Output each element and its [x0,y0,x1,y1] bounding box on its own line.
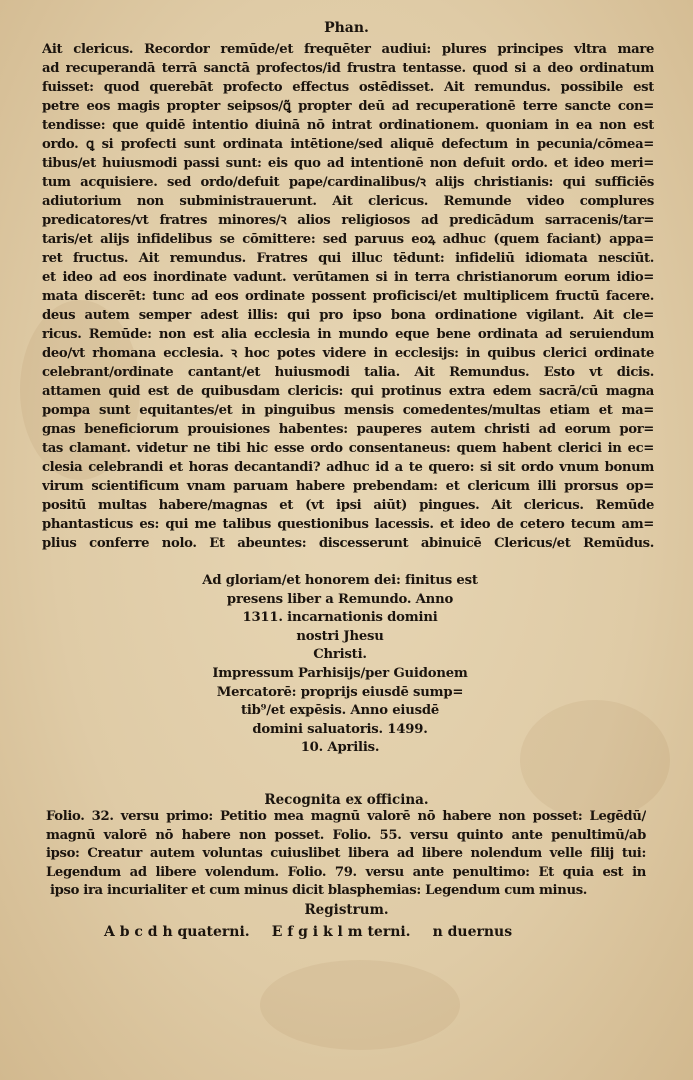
text-line: fuisset: quod querebāt profecto effectus ostēdisset. Ait remundus. possibile est [42,80,654,95]
text-line: ricus. Remūde: non est alia ecclesia in mundo eque bene ordinata ad seruiendum [42,327,654,342]
registrum-heading: Registrum. [304,902,389,918]
text-line: plius conferre nolo. Et abeuntes: discesserunt abinuicē Clericus/et Remūdus. [42,536,654,551]
text-line: ret fructus. Ait remundus. Fratres qui illuc tēdunt: infideliū idiomata nesciūt. [42,251,654,266]
colophon-line: presens liber a Remundo. Anno [226,591,454,607]
running-head: Phan. [324,20,369,36]
text-line: positū multas habere/magnas et (vt ipsi aiūt) pingues. Ait clericus. Remūde [42,498,654,513]
text-line: virum scientificum vnam paruam habere prebendam: et clericum illi prorsus op= [42,479,654,494]
text-line: deo/vt rhomana ecclesia. ꝛ hoc potes videre in ecclesijs: in quibus clerici ordinate [42,346,654,361]
text-line: pompa sunt equitantes/et in pinguibus mensis comedentes/multas etiam et ma= [42,403,654,418]
text-line: predicatores/vt fratres minores/ꝛ alios religiosos ad predicādum sarracenis/tar= [42,213,654,228]
colophon-line: Ad gloriam/et honorem dei: finitus est [202,573,478,588]
text-line: deus autem semper adest illis: qui pro ipso bona ordinatione vigilant. Ait cle= [42,308,654,323]
text-line: phantasticus es: qui me talibus questionibus lacessis. et ideo de cetero tecum am= [42,517,654,532]
text-line: celebrant/ordinate cantant/et huiusmodi talia. Ait Remundus. Esto vt dicis. [42,365,654,380]
text-line: tendisse: que quidē intentio diuinā nō intrat ordinationem. quoniam in ea non est [42,118,654,133]
text-line: ad recuperandā terrā sanctā profectos/id frustra tentasse. quod si a deo ordinatum [42,61,654,76]
errata-list [46,808,646,901]
text-line: clesia celebrandi et horas decantandi? adhuc id a te quero: si sit ordo vnum bonum [42,460,654,475]
text-line: attamen quid est de quibusdam clericis: qui protinus extra edem sacrā/cū magna [42,384,654,399]
errata-line: ipso: Creatur autem voluntas cuiuslibet libera ad libere nolendum velle filij tui: [46,846,646,861]
colophon-line: Impressum Parhisijs/per Guidonem [212,665,468,681]
colophon-line: domini saluatoris. 1499. [252,721,428,737]
registrum-list [104,924,624,940]
text-line: Ait clericus. Recordor remūde/et frequēter audiui: plures principes vltra mare [42,42,654,57]
text-line: tibus/et huiusmodi passi sunt: eis quo ad intentionē non defuit ordo. et ideo meri= [42,156,654,171]
colophon-line: 1311. incarnationis domini [242,610,438,626]
errata-heading: Recognita ex officina. [264,792,429,808]
colophon-line: 10. Aprilis. [300,740,380,756]
text-line: gnas beneficiorum prouisiones habentes: pauperes autem christi ad eorum por= [42,422,654,437]
text-line: tum acquisiere. sed ordo/defuit pape/cardinalibus/ꝛ alijs christianis: qui sufficiēs [42,175,654,190]
paper-stain [260,960,460,1050]
colophon-line: Christi. [313,647,367,663]
colophon-line: nostri Jhesu [296,628,384,644]
registrum-entry: n duernus [432,924,513,940]
registrum-entry: A b c d h quaterni. [104,924,250,940]
errata-line: magnū valorē nō habere non posset. Folio. 55. versu quinto ante penultimū/ab [46,827,646,843]
text-line: taris/et alijs infidelibus se cōmittere: sed paruus eoꝝ adhuc (quem faciant) appa= [42,232,654,247]
text-line: tas clamant. videtur ne tibi hic esse ordo consentaneus: quem habent clerici in ec= [42,441,654,456]
errata-line: ipso ira incurialiter et cum minus dicit blasphemias: Legendum cum minus. [50,883,588,898]
text-line: ordo. ꝗ si profecti sunt ordinata intētione/sed aliquē defectum in pecunia/cōmea= [42,137,654,152]
errata-line: Folio. 32. versu primo: Petitio mea magnū valorē nō habere non posset: Legēdū/ [46,809,646,824]
registrum-entry: E f g i k l m terni. [271,924,411,940]
text-line: mata discerēt: tunc ad eos ordinate possent proficisci/et multiplicem fructū facere. [42,289,654,304]
text-line: petre eos magis propter seipsos/ꝗ͂ propter deū ad recuperationē terre sancte con= [42,99,654,114]
text-line: adiutorium non subministrauerunt. Ait clericus. Remunde video complures [42,194,654,209]
colophon-line: Mercatorē: proprijs eiusdē sump= [216,684,464,700]
colophon-line: tib⁹/et expēsis. Anno eiusdē [240,703,440,719]
errata-line: Legendum ad libere volendum. Folio. 79. versu ante penultimo: Et quia est in [46,864,646,880]
body-text [42,40,654,553]
colophon [150,572,530,758]
text-line: et ideo ad eos inordinate vadunt. verūtamen si in terra christianorum eorum idio= [42,270,654,285]
